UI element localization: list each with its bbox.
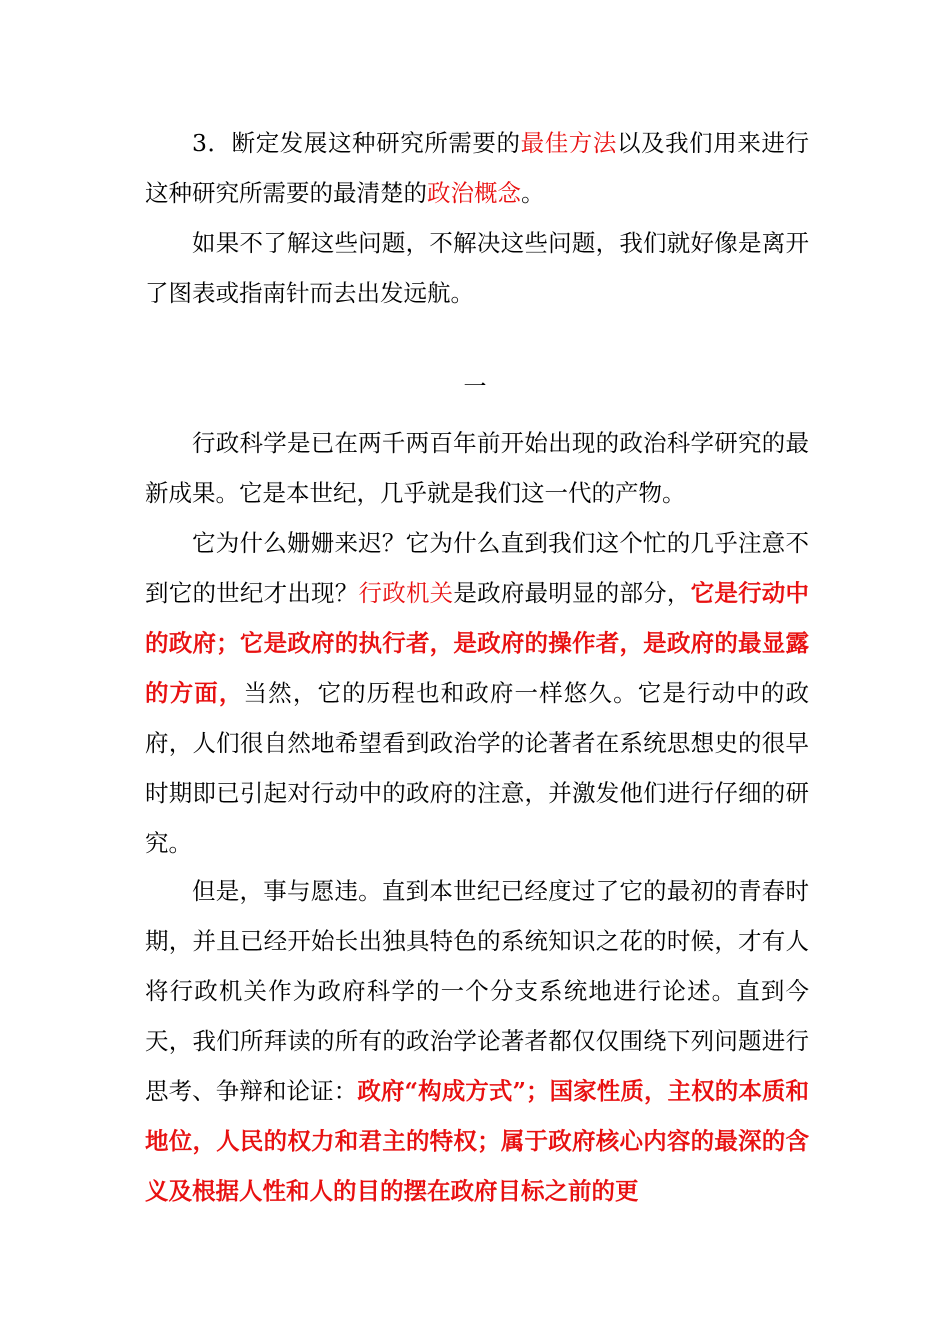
paragraph-however [145, 866, 809, 1216]
text-run: 但是，事与愿违。直到本世纪已经度过了它的最初的青春时期，并且已经开始长出独具特色的系统知识之花的时候，才有人将行政机关作为政府科学的一个分支系统地进行论述。直到今天，我们所拜读的所有的政治学论著者都仅仅围绕下列问题进行思考、争辩和论证： [145, 877, 809, 1105]
highlight-political-concept: 政治概念 [427, 179, 521, 207]
text-run: 以及我们用来进行这种研究所需要的最清楚的 [145, 129, 810, 207]
text-run: 它为什么姗姗来迟？它为什么直到我们这个忙的几乎注意不到它的世纪才出现？ [145, 529, 809, 607]
paragraph-method [145, 118, 809, 218]
text-run: 是政府最明显的部分， [453, 579, 691, 607]
text-run: 当然，它的历程也和政府一样悠久。它是行动中的政府，人们很自然地希望看到政治学的论著者在系统思想史的很早时期即已引起对行动中的政府的注意，并激发他们进行仔细的研究。 [145, 679, 810, 857]
highlight-best-method: 最佳方法 [520, 129, 617, 157]
section-heading: 一 [463, 374, 487, 400]
highlight-administration: 行政机关 [358, 579, 454, 607]
text-run: 。 [521, 179, 545, 207]
paragraph-why-late [145, 518, 809, 868]
paragraph-voyage: 如果不了解这些问题，不解决这些问题，我们就好像是离开了图表或指南针而去出发远航。 [145, 229, 809, 307]
paragraph-administrative-science: 行政科学是已在两千两百年前开始出现的政治科学研究的最新成果。它是本世纪，几乎就是我们这一代的产物。 [145, 429, 809, 507]
highlight-government-in-action: 它是行动中的政府；它是政府的执行者，是政府的操作者，是政府的最显露的方面， [145, 579, 810, 707]
highlight-questions: 政府“构成方式”；国家性质，主权的本质和地位，人民的权力和君主的特权；属于政府核心内容的最深的含义及根据人性和人的目的摆在政府目标之前的更 [145, 1077, 809, 1205]
text-run: 3．断定发展这种研究所需要的 [192, 129, 521, 157]
